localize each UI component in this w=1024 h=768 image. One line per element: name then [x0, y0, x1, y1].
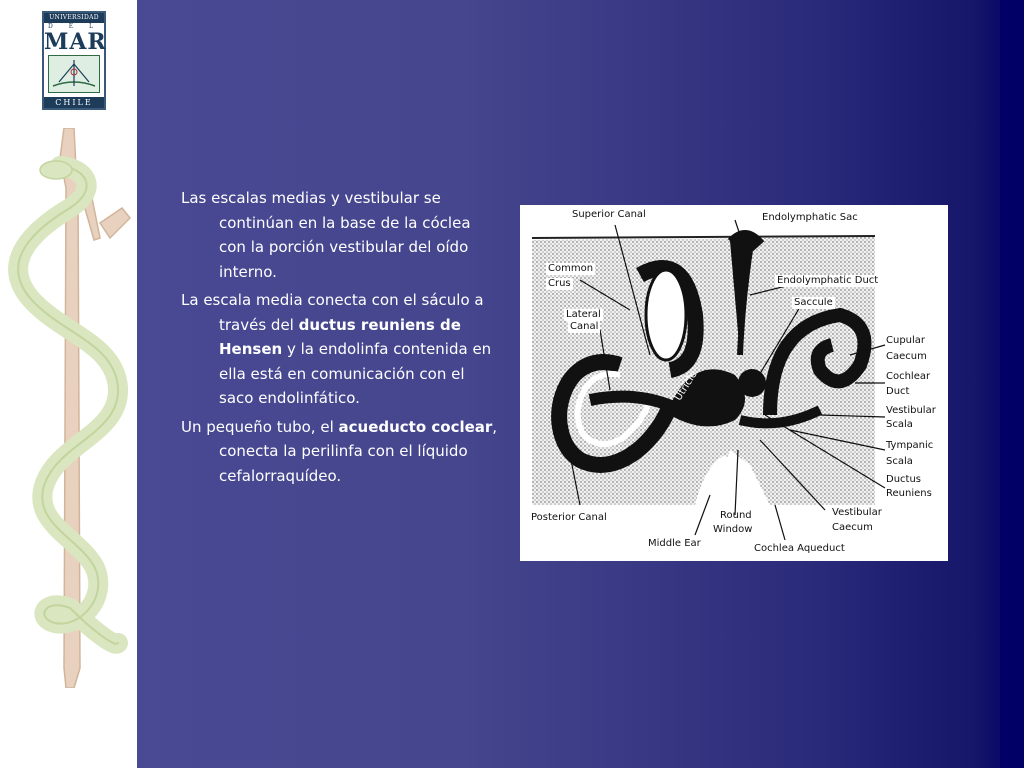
bullet-2-bold-term: ductus reuniens de Hensen: [219, 315, 461, 358]
logo-del-text: D E L: [48, 23, 100, 30]
label-middle-ear: Middle Ear: [648, 538, 701, 549]
bullet-3: [181, 415, 501, 489]
logo-chile-text: CHILE: [44, 97, 104, 108]
logo-mar-text: MAR: [44, 29, 107, 55]
university-logo: [42, 11, 106, 110]
bullet-3-pre: Un pequeño tubo, el: [181, 417, 339, 436]
label-vestibular-scala-2: Scala: [886, 419, 913, 430]
logo-emblem-icon: [48, 55, 100, 93]
bullet-2-pre: La escala media conecta con el sáculo a través del: [181, 291, 484, 334]
label-vestibular-scala-1: Vestibular: [886, 405, 936, 416]
bullet-1: [181, 186, 501, 284]
label-cupular-caecum-1: Cupular: [886, 335, 926, 346]
label-utricle: Utricle: [673, 369, 700, 403]
label-common-crus-2: Crus: [548, 278, 571, 289]
label-posterior-canal: Posterior Canal: [531, 512, 607, 523]
bullet-2-post: y la endolinfa contenida en ella está en comunicación con el saco endolinfático.: [219, 340, 492, 407]
label-tympanic-scala-2: Scala: [886, 456, 913, 467]
label-vestibular-caecum-2: Caecum: [832, 522, 873, 533]
label-ductus-reuniens-1: Ductus: [886, 474, 922, 485]
bullet-3-post: , conecta la perilinfa con el líquido cefalorraquídeo.: [219, 417, 498, 485]
bullet-2: [181, 288, 501, 411]
label-endolymphatic-sac: Endolymphatic Sac: [762, 212, 858, 223]
label-lateral-canal-2: Canal: [570, 321, 599, 332]
label-lateral-canal-1: Lateral: [566, 309, 601, 320]
label-cochlear-duct-1: Cochlear: [886, 371, 931, 382]
label-endolymphatic-duct: Endolymphatic Duct: [777, 275, 879, 286]
label-round-window-2: Window: [713, 524, 753, 535]
bullet-3-bold-term: acueducto coclear: [338, 417, 493, 436]
staff-of-asclepius-icon: [0, 128, 137, 688]
label-tympanic-scala-1: Tympanic: [886, 440, 934, 451]
label-common-crus-1: Common: [548, 263, 594, 274]
logo-university-text: UNIVERSIDAD: [44, 13, 104, 23]
label-round-window-1: Round: [720, 510, 752, 521]
label-cochlea-aqueduct: Cochlea Aqueduct: [754, 543, 845, 554]
right-edge-band: [1000, 0, 1024, 768]
slide-text-body: [181, 186, 501, 492]
label-vestibular-caecum-1: Vestibular: [832, 507, 882, 518]
label-superior-canal: Superior Canal: [572, 209, 646, 220]
label-ductus-reuniens-2: Reuniens: [886, 488, 932, 499]
label-saccule: Saccule: [794, 297, 833, 308]
bullet-1-text: Las escalas medias y vestibular se continúan en la base de la cóclea con la porción vestibular del oído interno.: [181, 189, 471, 281]
label-cupular-caecum-2: Caecum: [886, 351, 927, 362]
inner-ear-drawing: [520, 205, 948, 561]
inner-ear-diagram: [520, 205, 948, 561]
label-cochlear-duct-2: Duct: [886, 386, 910, 397]
